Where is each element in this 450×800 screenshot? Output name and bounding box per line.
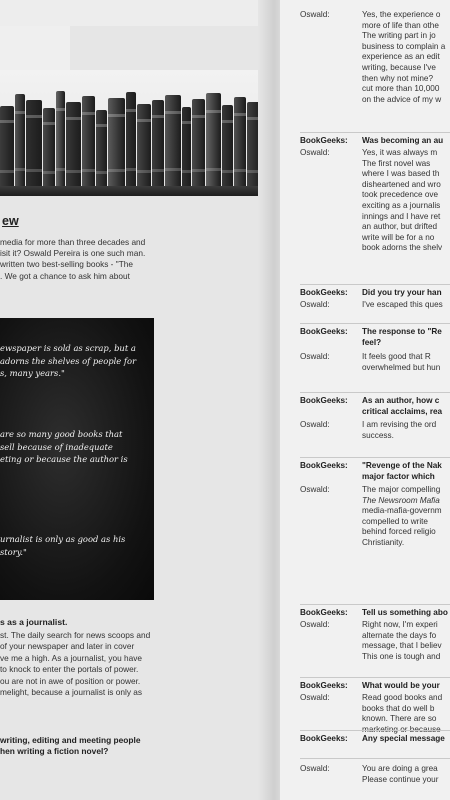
section-divider bbox=[300, 677, 450, 678]
text-line: writing, because I've bbox=[362, 62, 436, 72]
book-spine bbox=[234, 97, 246, 186]
section-divider bbox=[300, 392, 450, 393]
text-line: media-mafia-governm bbox=[362, 506, 442, 516]
interview-question bbox=[0, 735, 168, 758]
speaker-label: Oswald: bbox=[300, 300, 330, 309]
text-line: message, that I believ bbox=[362, 641, 442, 651]
entry-text bbox=[362, 764, 450, 785]
entry-text bbox=[362, 396, 450, 417]
text-line: I've escaped this ques bbox=[362, 300, 443, 309]
section-divider bbox=[300, 457, 450, 458]
text-line: feel? bbox=[362, 337, 382, 347]
book-spine bbox=[66, 102, 81, 186]
pull-quote bbox=[0, 533, 150, 558]
body-line: melight, because a journalist is only as bbox=[0, 687, 143, 698]
text-line: compelled to write bbox=[362, 516, 428, 526]
text-line: success. bbox=[362, 430, 394, 440]
speaker-label: Oswald: bbox=[300, 420, 330, 429]
entry-text bbox=[362, 136, 450, 147]
entry-text bbox=[362, 620, 450, 662]
entry-text bbox=[362, 10, 450, 105]
question-line: writing, editing and meeting people bbox=[0, 735, 141, 745]
text-line: behind forced religio bbox=[362, 527, 436, 537]
text-line: This one is tough and bbox=[362, 651, 441, 661]
text-line: innings and I have ret bbox=[362, 211, 441, 221]
quote-line: story." bbox=[0, 546, 27, 557]
entry-text bbox=[362, 485, 450, 549]
book-spine bbox=[96, 110, 107, 186]
quote-line: s, many years." bbox=[0, 368, 65, 378]
pull-quote-box bbox=[0, 318, 154, 600]
speaker-label: Oswald: bbox=[300, 148, 330, 157]
text-line: "Revenge of the Nak bbox=[362, 461, 442, 470]
article-heading: ew bbox=[2, 214, 19, 228]
text-line: Please continue your bbox=[362, 774, 439, 784]
text-line: The major compelling bbox=[362, 485, 441, 494]
text-line: Read good books and bbox=[362, 693, 443, 702]
speaker-label: BookGeeks: bbox=[300, 608, 348, 617]
text-line: book adorns the shelv bbox=[362, 243, 443, 253]
text-line: known. There are so bbox=[362, 714, 437, 724]
body-line: ve me a high. As a journalist, you have bbox=[0, 652, 143, 663]
pull-quote bbox=[0, 428, 150, 466]
entry-text bbox=[362, 148, 450, 254]
book-spine bbox=[108, 98, 125, 186]
text-line: business to complain a bbox=[362, 41, 446, 51]
intro-line: written two best-selling books - "The bbox=[0, 259, 133, 270]
speaker-label: Oswald: bbox=[300, 764, 330, 773]
book-spine bbox=[206, 93, 221, 186]
body-line: of your newspaper and later in cover bbox=[0, 641, 135, 652]
text-line: Any special message bbox=[362, 734, 445, 743]
section-divider bbox=[300, 284, 450, 285]
text-line: took precedence ove bbox=[362, 190, 439, 200]
entry-text bbox=[362, 608, 450, 619]
quote-line: are so many good books that bbox=[0, 429, 123, 439]
entry-text bbox=[362, 352, 450, 373]
entry-text bbox=[362, 681, 450, 692]
text-line: Yes, the experience o bbox=[362, 10, 441, 19]
speaker-label: BookGeeks: bbox=[300, 396, 348, 405]
entry-text bbox=[362, 300, 450, 311]
book-spine bbox=[152, 100, 164, 186]
speaker-label: Oswald: bbox=[300, 10, 330, 19]
right-page bbox=[280, 0, 450, 800]
speaker-label: Oswald: bbox=[300, 693, 330, 702]
text-line: overwhelmed but hun bbox=[362, 362, 441, 372]
bookshelf-banner-image bbox=[0, 70, 272, 196]
book-spine bbox=[222, 105, 233, 186]
text-line: disheartened and wro bbox=[362, 179, 441, 189]
text-line: What would be your bbox=[362, 681, 440, 690]
pull-quote bbox=[0, 342, 150, 380]
speaker-label: BookGeeks: bbox=[300, 327, 348, 336]
book-spine bbox=[165, 95, 181, 186]
section-heading: s as a journalist. bbox=[0, 617, 68, 627]
speaker-label: BookGeeks: bbox=[300, 461, 348, 470]
book-spine bbox=[15, 94, 25, 186]
text-line: Was becoming an au bbox=[362, 136, 444, 145]
text-line: I am revising the ord bbox=[362, 420, 437, 429]
section-divider bbox=[300, 323, 450, 324]
speaker-label: BookGeeks: bbox=[300, 734, 348, 743]
text-line: critical acclaims, rea bbox=[362, 406, 443, 416]
entry-text bbox=[362, 461, 450, 482]
text-line: Christianity. bbox=[362, 537, 405, 547]
speaker-label: BookGeeks: bbox=[300, 681, 348, 690]
intro-line: . We got a chance to ask him about bbox=[0, 270, 130, 281]
text-line: cut more than 10,000 bbox=[362, 84, 440, 94]
text-line: where I was based th bbox=[362, 169, 440, 179]
text-line: then why not mine? bbox=[362, 73, 434, 83]
body-line: st. The daily search for news scoops and bbox=[0, 630, 151, 640]
quote-line: eting or because the author is bbox=[0, 454, 128, 464]
quote-line: urnalist is only as good as his bbox=[0, 534, 126, 544]
text-line: an author, but drifted bbox=[362, 222, 438, 232]
text-line: The response to "Re bbox=[362, 327, 442, 336]
text-line: Yes, it was always m bbox=[362, 148, 438, 157]
text-line: more of life than othe bbox=[362, 20, 439, 30]
book-spine bbox=[82, 96, 95, 186]
quote-line: adorns the shelves of people for bbox=[0, 355, 137, 366]
entry-text bbox=[362, 420, 450, 441]
section-divider bbox=[300, 132, 450, 133]
entry-text bbox=[362, 734, 450, 745]
speaker-label: Oswald: bbox=[300, 485, 330, 494]
intro-line: isit it? Oswald Pereira is one such man. bbox=[0, 248, 146, 259]
section-divider bbox=[300, 758, 450, 759]
speaker-label: Oswald: bbox=[300, 620, 330, 629]
section-divider bbox=[300, 604, 450, 605]
question-line: hen writing a fiction novel? bbox=[0, 746, 109, 757]
text-line: books that do well b bbox=[362, 703, 435, 713]
book-spine bbox=[192, 99, 205, 186]
text-line: Did you try your han bbox=[362, 288, 442, 297]
quote-line: ewspaper is sold as scrap, but a bbox=[0, 343, 136, 353]
book-spine bbox=[43, 108, 55, 186]
text-line: major factor which bbox=[362, 471, 435, 481]
speaker-label: BookGeeks: bbox=[300, 136, 348, 145]
body-line: to knock to enter the portals of power. bbox=[0, 664, 139, 675]
section-divider bbox=[300, 730, 450, 731]
text-line: Tell us something abo bbox=[362, 608, 448, 617]
entry-text bbox=[362, 327, 450, 348]
text-line: Right now, I'm experi bbox=[362, 620, 438, 629]
page-top-margin bbox=[0, 0, 272, 26]
speaker-label: Oswald: bbox=[300, 352, 330, 361]
body-line: ou are not in awe of position or power. bbox=[0, 675, 141, 686]
text-line: The Newsroom Mafia bbox=[362, 495, 440, 505]
text-line: alternate the days fo bbox=[362, 630, 437, 640]
shelf-plank bbox=[0, 186, 272, 196]
entry-text bbox=[362, 288, 450, 299]
text-line: You are doing a grea bbox=[362, 764, 438, 773]
book-spine bbox=[182, 107, 191, 186]
text-line: The writing part in jo bbox=[362, 31, 436, 41]
text-line: experience as an edit bbox=[362, 52, 440, 62]
quote-line: sell because of inadequate bbox=[0, 441, 113, 452]
book-spine bbox=[0, 106, 14, 186]
text-line: The first novel was bbox=[362, 158, 431, 168]
text-line: write will be for a no bbox=[362, 232, 435, 242]
intro-paragraph bbox=[0, 237, 162, 282]
book-spine bbox=[56, 91, 65, 186]
journalist-paragraph bbox=[0, 630, 162, 698]
intro-line: media for more than three decades and bbox=[0, 237, 146, 247]
text-line: exciting as a journalis bbox=[362, 200, 441, 210]
text-line: on the advice of my w bbox=[362, 94, 442, 104]
text-line: It feels good that R bbox=[362, 352, 431, 361]
book-spine bbox=[26, 100, 42, 186]
text-line: As an author, how c bbox=[362, 396, 440, 405]
book-spine bbox=[137, 104, 151, 186]
book-spine bbox=[126, 92, 136, 186]
speaker-label: BookGeeks: bbox=[300, 288, 348, 297]
